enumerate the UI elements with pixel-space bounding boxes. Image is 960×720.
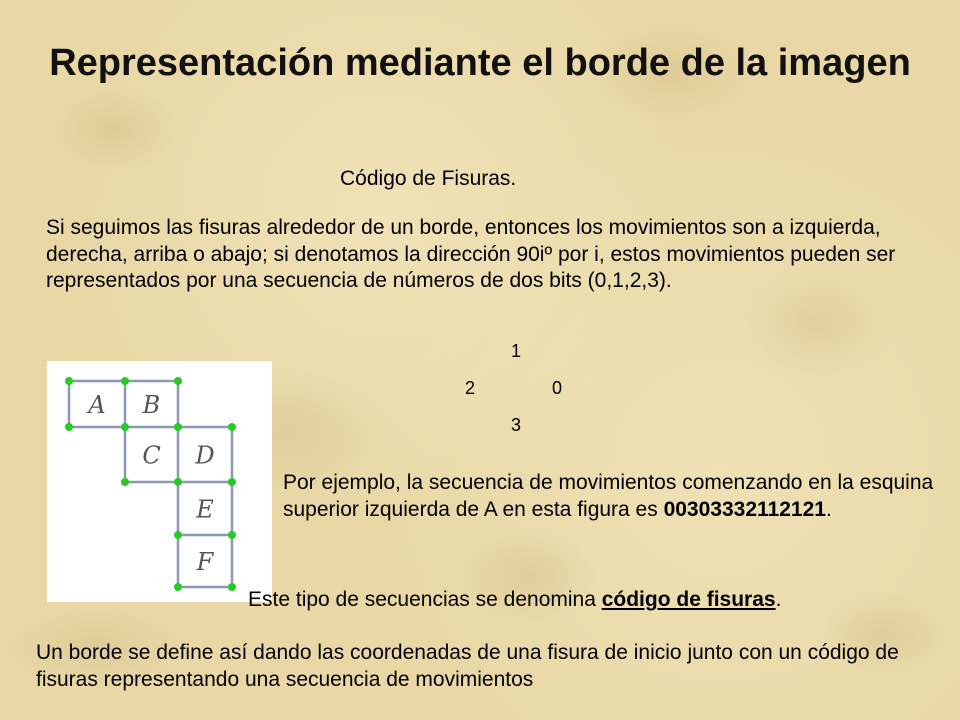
grid-vertex-dot: [121, 423, 129, 431]
example-paragraph: [283, 470, 953, 523]
grid-vertex-dot: [121, 478, 129, 486]
cell-label-e: E: [196, 495, 214, 524]
page-title: Representación mediante el borde de la imagen: [49, 42, 911, 84]
definition-term: código de fisuras: [601, 588, 776, 611]
cell-label-c: C: [142, 441, 161, 470]
grid-vertex-dot: [228, 531, 236, 539]
subtitle: Código de Fisuras.: [340, 167, 517, 190]
cell-label-b: B: [142, 391, 161, 419]
crack-grid-diagram: [47, 361, 272, 602]
grid-vertex-dot: [174, 531, 182, 539]
definition-paragraph: [248, 588, 781, 612]
grid-vertex-dot: [174, 377, 182, 385]
direction-down-label: 3: [511, 415, 522, 435]
cell-label-a: A: [88, 391, 106, 419]
grid-vertex-dot: [174, 583, 182, 591]
grid-vertex-dot: [65, 423, 73, 431]
grid-vertex-dot: [228, 583, 236, 591]
grid-vertex-dot: [174, 478, 182, 486]
grid-vertex-dot: [228, 423, 236, 431]
direction-up-label: 1: [511, 341, 522, 361]
grid-vertex-dot: [65, 377, 73, 385]
cell-label-f: F: [196, 548, 214, 576]
intro-paragraph: Si seguimos las fisuras alrededor de un borde, entonces los movimientos son a izquierda, derecha, arriba o abajo; si denotamos la dirección 90iº por i, estos movimientos pueden ser representados por una secuencia de números de dos bits (0,1,2,3).: [46, 216, 896, 292]
example-end: .: [825, 497, 832, 521]
crack-code-figure: [47, 361, 272, 602]
grid-vertex-dot: [121, 377, 129, 385]
grid-vertex-dot: [228, 478, 236, 486]
direction-left-label: 2: [465, 378, 476, 398]
grid-vertex-dot: [174, 423, 182, 431]
cell-label-d: D: [195, 441, 215, 470]
direction-right-label: 0: [552, 378, 563, 398]
example-code: 00303332112121: [663, 497, 826, 521]
definition-prefix: Este tipo de secuencias se denomina: [248, 588, 602, 611]
example-text: Por ejemplo, la secuencia de movimientos comenzando en la esquina superior izquierda de A en esta figura es: [283, 471, 934, 521]
definition-suffix: .: [775, 588, 782, 611]
conclusion-paragraph: Un borde se define así dando las coordenadas de una fisura de inicio junto con un código de fisuras representando una secuencia de movimientos: [36, 641, 899, 691]
